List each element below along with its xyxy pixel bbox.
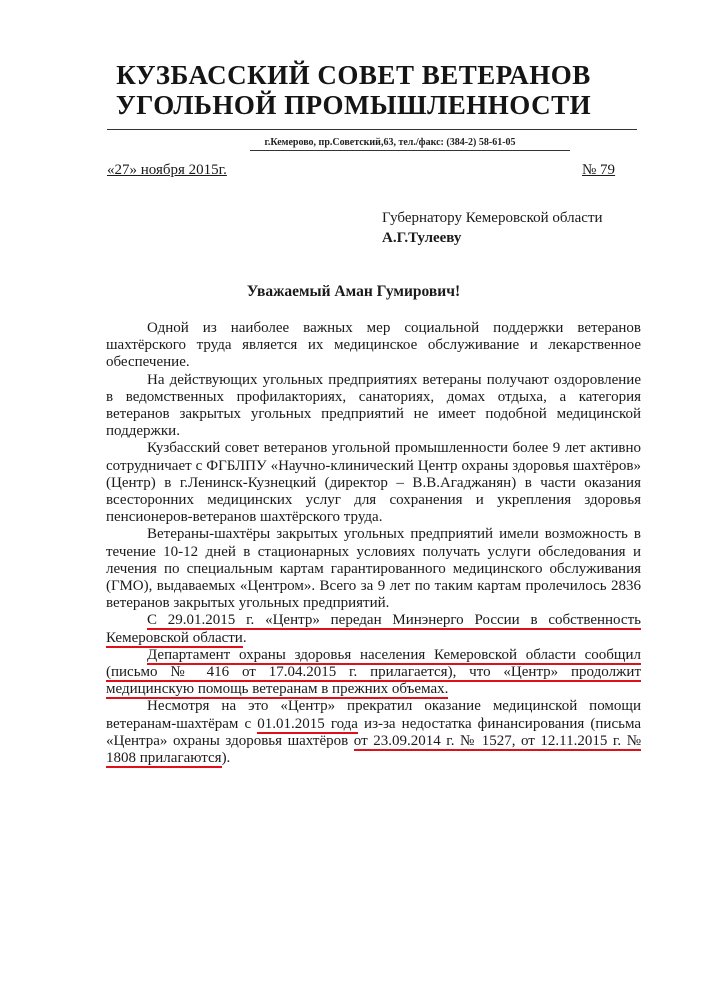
highlighted-text: 01.01.2015 года bbox=[257, 715, 358, 732]
body-paragraph bbox=[106, 372, 641, 441]
body-paragraph bbox=[106, 647, 641, 699]
paragraph-text: Кузбасский совет ветеранов угольной промышленности более 9 лет активно сотрудничает с ФГБЛПУ «Научно-клинический Центр охраны здоровья шахтёров» (Центр) в г.Ленинск-Кузнецкий (директор – В.В.Агаджанян) в части оказания всесторонних медицинских услуг для сохранения и укрепления здоровья пенсионеров-ветеранов шахтёрского труда. bbox=[106, 440, 641, 526]
recipient-name: А.Г.Тулееву bbox=[382, 230, 462, 246]
paragraph-text: Ветераны-шахтёры закрытых угольных предприятий имели возможность в течение 10-12 дней в стационарных условиях получать услуги обследования и лечения по специальным картам гарантированного медицинского обслуживания (ГМО), выдаваемых «Центром». Всего за 9 лет по таким картам пролечилось 2836 ветеранов закрытых угольных предприятий. bbox=[106, 526, 641, 612]
body-paragraph bbox=[106, 440, 641, 526]
paragraph-text: из-за недостатка финансирования (письма «Центра» охраны здоровья шахтёров bbox=[106, 715, 642, 749]
org-title-line2: УГОЛЬНОЙ ПРОМЫШЛЕННОСТИ bbox=[115, 90, 592, 120]
paragraph-text: ). bbox=[221, 750, 231, 767]
address-rule bbox=[250, 150, 570, 151]
paragraph-text: На действующих угольных предприятиях ветераны получают оздоровление в ведомственных профилакториях, санаториях, домах отдыха, а категория ветеранов закрытых угольных предприятий не имеет подобной медицинской поддержки. bbox=[106, 371, 641, 440]
highlighted-text: Департамент охраны здоровья населения Кемеровской области сообщил (письмо № 416 от 17.04.2015 г. прилагается), что «Центр» продолжит медицинскую помощь ветеранам в прежних объемах. bbox=[106, 646, 641, 698]
letter-date: «27» ноября 2015г. bbox=[107, 162, 227, 178]
body-paragraph bbox=[106, 320, 641, 372]
highlighted-text: С 29.01.2015 г. «Центр» передан Минэнерго России в собственность Кемеровской области bbox=[106, 612, 641, 646]
paragraph-text: Несмотря на это «Центр» прекратил оказание медицинской помощи ветеранам-шахтёрам с bbox=[106, 698, 641, 732]
body-paragraph bbox=[106, 526, 641, 612]
paragraph-text: Одной из наиболее важных мер социальной поддержки ветеранов шахтёрского труда является их медицинское обслуживание и лекарственное обеспечение. bbox=[106, 320, 641, 371]
paragraph-text: . bbox=[242, 629, 247, 646]
recipient-title: Губернатору Кемеровской области bbox=[382, 210, 603, 226]
body-paragraph bbox=[106, 698, 641, 767]
letter-body bbox=[106, 320, 641, 767]
org-title-line1: КУЗБАССКИЙ СОВЕТ ВЕТЕРАНОВ bbox=[116, 60, 591, 90]
letter-number: № 79 bbox=[582, 162, 616, 178]
header-rule bbox=[107, 129, 637, 130]
org-address: г.Кемерово, пр.Советский,63, тел./факс: (384-2) 58-61-05 bbox=[264, 137, 516, 148]
highlighted-text: от 23.09.2014 г. № 1527, от 12.11.2015 г. № 1808 прилагаются bbox=[106, 732, 642, 767]
body-paragraph bbox=[106, 612, 641, 646]
greeting: Уважаемый Аман Гумирович! bbox=[246, 283, 461, 300]
